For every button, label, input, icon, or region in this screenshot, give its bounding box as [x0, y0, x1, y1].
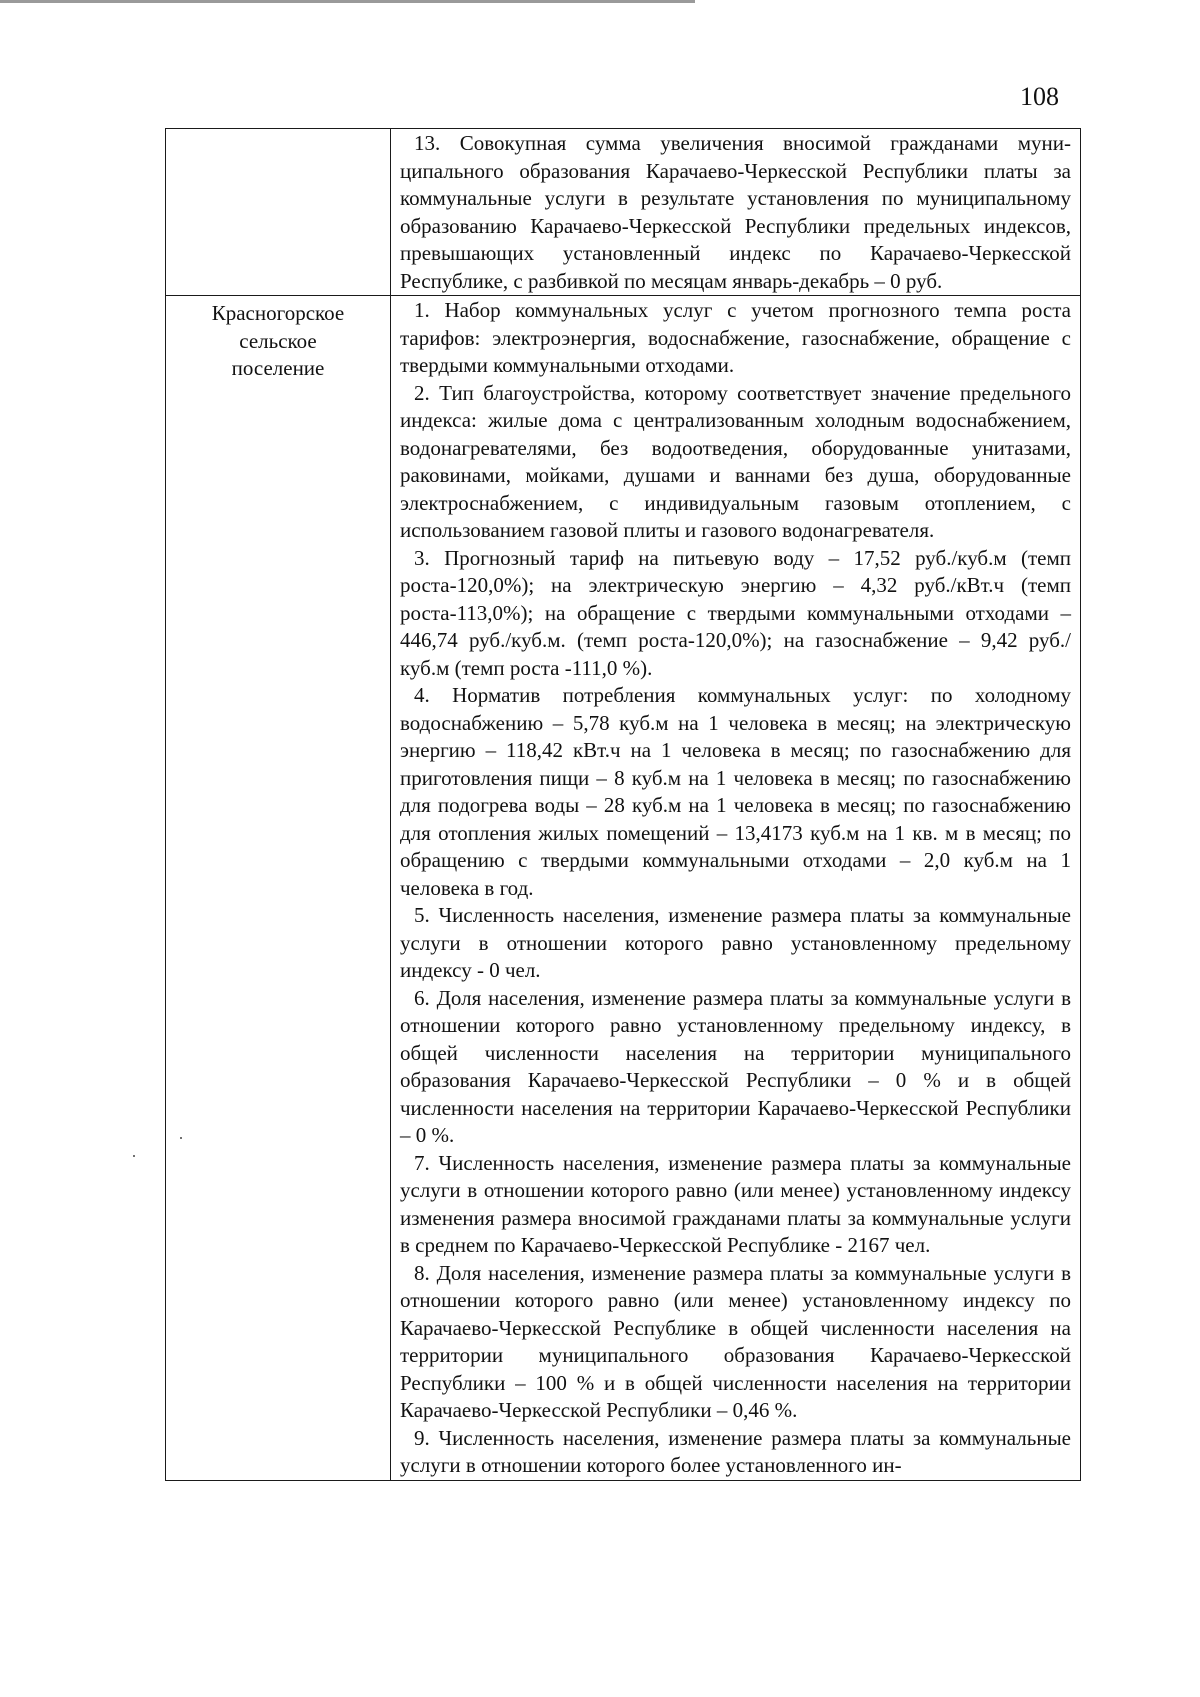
table-row [166, 129, 1081, 296]
scan-speck [133, 1155, 135, 1157]
list-item: 6. Доля населения, изменение размера платы за коммунальные услуги в отношении которого равно установленному предельному индексу, в общей численности населения на территории муниципального образования Карачаево-Черкесской Республики – 0 % и в общей численности населения на территории Карачаево-Черкесской Республики – 0 %. [400, 985, 1071, 1147]
list-item: 2. Тип благоустройства, которому соответствует значение предельного индекса: жилые дома с централизованным холодным водоснабжением, водонагревателями, без водоотведения, оборудованные унитазами, раковинами, мойками, душами и ваннами без душа, оборудованные электроснабжением, с индивидуальным газовым отоплением, с использованием газовой плиты и газового водонагревателя. [400, 380, 1071, 542]
municipality-name-line: Красногорское [211, 301, 345, 325]
list-item: 13. Совокупная сумма увеличения вносимой гражданами муниципального образования Карачаево-Черкесской Республики платы за коммунальные услуги в результате установления по муниципальному образованию Карачаево-Черкесской Республики предельных индексов, превышающих установленный индекс по Карачаево-Черкесской Республике, с разбивкой по месяцам январь-декабрь – 0 руб. [400, 131, 1071, 293]
list-item: 3. Прогнозный тариф на питьевую воду – 17,52 руб./куб.м (темп роста-120,0%); на электрическую энергию – 4,32 руб./кВт.ч (темп роста-113,0%); на обращение с твердыми коммунальными отходами – 446,74 руб./куб.м. (темп роста-120,0%); на газоснабжение – 9,42 руб./куб.м (темп роста -111,0 %). [400, 545, 1071, 680]
details-cell [391, 296, 1081, 1481]
list-item: 4. Норматив потребления коммунальных услуг: по холодному водоснабжению – 5,78 куб.м на 1 человека в месяц; на электрическую энергию – 118,42 кВт.ч на 1 человека в месяц; по газоснабжению для приготовления пищи – 8 куб.м на 1 человека в месяц; по газоснабжению для подогрева воды – 28 куб.м на 1 человека в месяц; по газоснабжению для отопления жилых помещений – 13,4173 куб.м на 1 кв. м в месяц; по обращению с твердыми коммунальными отходами – 2,0 куб.м на 1 человека в год. [400, 683, 1071, 900]
details-cell [391, 129, 1081, 296]
list-item: 9. Численность населения, изменение размера платы за коммунальные услуги в отношении которого более установленного ин- [400, 1425, 1071, 1477]
table-row [166, 296, 1081, 1481]
list-item: 1. Набор коммунальных услуг с учетом прогнозного темпа роста тарифов: электроэнергия, водоснабжение, газоснабжение, обращение с твердыми коммунальными отходами. [400, 298, 1071, 377]
list-item: 5. Численность населения, изменение размера платы за коммунальные услуги в отношении которого равно установленному предельному индексу - 0 чел. [400, 903, 1071, 982]
top-scan-line [0, 0, 695, 3]
municipality-indices-table [165, 128, 1081, 1481]
municipality-cell [166, 296, 391, 1481]
municipality-name-line: поселение [231, 356, 325, 380]
municipality-cell [166, 129, 391, 296]
page-number: 108 [1020, 82, 1059, 111]
municipality-name-line: сельское [239, 328, 317, 353]
list-item: 7. Численность населения, изменение размера платы за коммунальные услуги в отношении которого равно (или менее) установленному индексу изменения размера вносимой гражданами платы за коммунальные услуги в среднем по Карачаево-Черкесской Республике - 2167 чел. [400, 1150, 1071, 1257]
list-item: 8. Доля населения, изменение размера платы за коммунальные услуги в отношении которого равно (или менее) установленному индексу по Карачаево-Черкесской Республике в общей численности населения на территории муниципального образования Карачаево-Черкесской Республики – 100 % и в общей численности населения на территории Карачаево-Черкесской Республики – 0,46 %. [400, 1260, 1071, 1422]
